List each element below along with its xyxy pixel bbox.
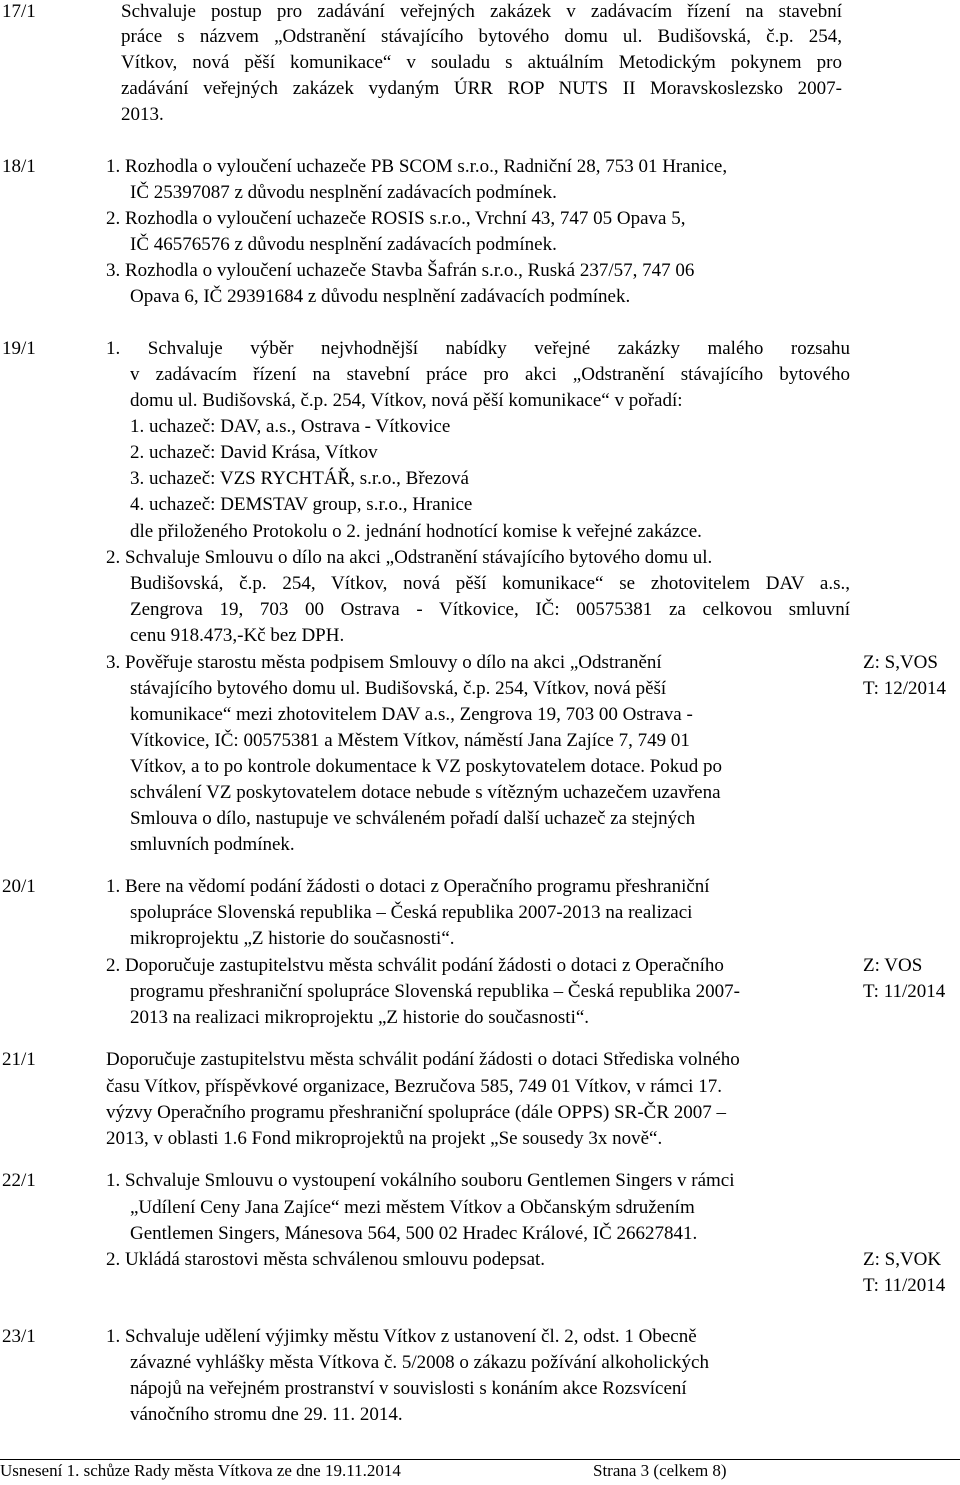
resolution-text-line: výzvy Operačního programu přeshraniční spolupráce (dále OPPS) SR-ČR 2007 – xyxy=(106,1102,727,1123)
resolution-text-line: závazné vyhlášky města Vítkova č. 5/2008 o zákazu požívání alkoholických xyxy=(130,1352,709,1373)
resolution-text-line: stávajícího bytového domu ul. Budišovská, č.p. 254, Vítkov, nová pěší xyxy=(130,678,667,699)
deadline-note: T: 11/2014 xyxy=(863,1275,946,1296)
resolution-text-line: IČ 46576576 z důvodu nesplnění zadávacích podmínek. xyxy=(130,234,557,255)
resolution-text-line: Vítkov, nová pěší komunikace“ v souladu s aktuálním Metodickým pokynem pro xyxy=(121,52,842,73)
resolution-text-line: 4. uchazeč: DEMSTAV group, s.r.o., Hranice xyxy=(130,494,473,515)
resolution-text-line: programu přeshraniční spolupráce Slovenská republika – Česká republika 2007- xyxy=(130,981,740,1002)
responsible-note: Z: S,VOK xyxy=(863,1249,942,1270)
resolution-text-line: 3. Rozhodla o vyloučení uchazeče Stavba Šafrán s.r.o., Ruská 237/57, 747 06 xyxy=(106,260,695,281)
resolution-text-line: Vítkovice, IČ: 00575381 a Městem Vítkov, náměstí Jana Zajíce 7, 749 01 xyxy=(130,730,690,751)
resolution-number: 19/1 xyxy=(2,338,36,359)
resolution-text-line: spolupráce Slovenská republika – Česká republika 2007-2013 na realizaci xyxy=(130,902,693,923)
resolution-text-line: 1. Bere na vědomí podání žádosti o dotaci z Operačního programu přeshraniční xyxy=(106,876,710,897)
resolution-text-line: 2. Rozhodla o vyloučení uchazeče ROSIS s.r.o., Vrchní 43, 747 05 Opava 5, xyxy=(106,208,686,229)
resolution-text-line: Zengrova 19, 703 00 Ostrava - Vítkovice, IČ: 00575381 za celkovou smluvní xyxy=(130,599,850,620)
resolution-text-line: 2. Doporučuje zastupitelstvu města schválit podání žádosti o dotaci z Operačního xyxy=(106,955,724,976)
deadline-note: T: 11/2014 xyxy=(863,981,946,1002)
footer-left: Usnesení 1. schůze Rady města Vítkova ze dne 19.11.2014 xyxy=(0,1461,401,1480)
footer-page-number: Strana 3 (celkem 8) xyxy=(593,1461,727,1480)
resolution-text-line: Schvaluje postup pro zadávání veřejných zakázek v zadávacím řízení na stavební xyxy=(121,1,842,22)
resolution-text-line: 1. uchazeč: DAV, a.s., Ostrava - Vítkovice xyxy=(130,416,451,437)
resolution-text-line: mikroprojektu „Z historie do současnosti“. xyxy=(130,928,455,949)
resolution-text-line: vánočního stromu dne 29. 11. 2014. xyxy=(130,1404,403,1425)
resolution-number: 22/1 xyxy=(2,1170,36,1191)
resolution-text-line: zadávání veřejných zakázek vydaným ÚRR ROP NUTS II Moravskoslezsko 2007- xyxy=(121,78,842,99)
resolution-number: 18/1 xyxy=(2,156,36,177)
resolution-text-line: nápojů na veřejném prostranství v souvislosti s konáním akce Rozsvícení xyxy=(130,1378,687,1399)
resolution-text-line: 3. uchazeč: VZS RYCHTÁŘ, s.r.o., Březová xyxy=(130,468,469,489)
resolution-text-line: 2013. xyxy=(121,104,164,125)
resolution-text-line: 2013 na realizaci mikroprojektu „Z historie do současnosti“. xyxy=(130,1007,590,1028)
resolution-text-line: 1. Schvaluje Smlouvu o vystoupení vokálního souboru Gentlemen Singers v rámci xyxy=(106,1170,735,1191)
resolution-text-line: komunikace“ mezi zhotovitelem DAV a.s., Zengrova 19, 703 00 Ostrava - xyxy=(130,704,693,725)
resolution-number: 23/1 xyxy=(2,1326,36,1347)
resolution-text-line: dle přiloženého Protokolu o 2. jednání hodnotící komise k veřejné zakázce. xyxy=(130,521,702,542)
resolution-text-line: schválení VZ poskytovatelem dotace nebude s vítězným uchazečem uzavřena xyxy=(130,782,721,803)
resolution-text-line: IČ 25397087 z důvodu nesplnění zadávacích podmínek. xyxy=(130,182,557,203)
resolution-number: 17/1 xyxy=(2,1,36,22)
resolution-text-line: Budišovská, č.p. 254, Vítkov, nová pěší komunikace“ se zhotovitelem DAV a.s., xyxy=(130,573,850,594)
resolution-text-line: Vítkov, a to po kontrole dokumentace k VZ poskytovatelem dotace. Pokud po xyxy=(130,756,723,777)
resolution-text-line: Doporučuje zastupitelstvu města schválit podání žádosti o dotaci Střediska volného xyxy=(106,1049,740,1070)
resolution-text-line: 1. Schvaluje výběr nejvhodnější nabídky veřejné zakázky malého rozsahu xyxy=(106,338,850,359)
resolution-text-line: 2013, v oblasti 1.6 Fond mikroprojektů na projekt „Se sousedy 3x nově“. xyxy=(106,1128,663,1149)
resolution-text-line: 2. uchazeč: David Krása, Vítkov xyxy=(130,442,378,463)
resolution-text-line: Smlouva o dílo, nastupuje ve schváleném pořadí další uchazeč za stejných xyxy=(130,808,696,829)
resolution-text-line: práce s názvem „Odstranění stávajícího bytového domu ul. Budišovská, č.p. 254, xyxy=(121,26,842,47)
deadline-note: T: 12/2014 xyxy=(863,678,946,699)
resolution-number: 20/1 xyxy=(2,876,36,897)
resolution-text-line: Gentlemen Singers, Mánesova 564, 500 02 Hradec Králové, IČ 26627841. xyxy=(130,1223,698,1244)
resolution-text-line: „Udílení Ceny Jana Zajíce“ mezi městem Vítkov a Občanským sdružením xyxy=(130,1197,695,1218)
responsible-note: Z: S,VOS xyxy=(863,652,938,673)
resolution-text-line: cenu 918.473,-Kč bez DPH. xyxy=(130,625,345,646)
responsible-note: Z: VOS xyxy=(863,955,923,976)
resolution-text-line: 3. Pověřuje starostu města podpisem Smlouvy o dílo na akci „Odstranění xyxy=(106,652,662,673)
resolution-text-line: v zadávacím řízení na stavební práce pro akci „Odstranění stávajícího bytového xyxy=(130,364,850,385)
resolution-number: 21/1 xyxy=(2,1049,36,1070)
resolution-text-line: času Vítkov, příspěvkové organizace, Bezručova 585, 749 01 Vítkov, v rámci 17. xyxy=(106,1076,722,1097)
resolution-text-line: 1. Rozhodla o vyloučení uchazeče PB SCOM s.r.o., Radniční 28, 753 01 Hranice, xyxy=(106,156,728,177)
resolution-text-line: 1. Schvaluje udělení výjimky městu Vítkov z ustanovení čl. 2, odst. 1 Obecně xyxy=(106,1326,697,1347)
resolution-text-line: Opava 6, IČ 29391684 z důvodu nesplnění zadávacích podmínek. xyxy=(130,286,631,307)
resolution-text-line: domu ul. Budišovská, č.p. 254, Vítkov, nová pěší komunikace“ v pořadí: xyxy=(130,390,683,411)
resolution-text-line: 2. Ukládá starostovi města schválenou smlouvu podepsat. xyxy=(106,1249,546,1270)
resolution-text-line: smluvních podmínek. xyxy=(130,834,295,855)
resolution-text-line: 2. Schvaluje Smlouvu o dílo na akci „Odstranění stávajícího bytového domu ul. xyxy=(106,547,713,568)
